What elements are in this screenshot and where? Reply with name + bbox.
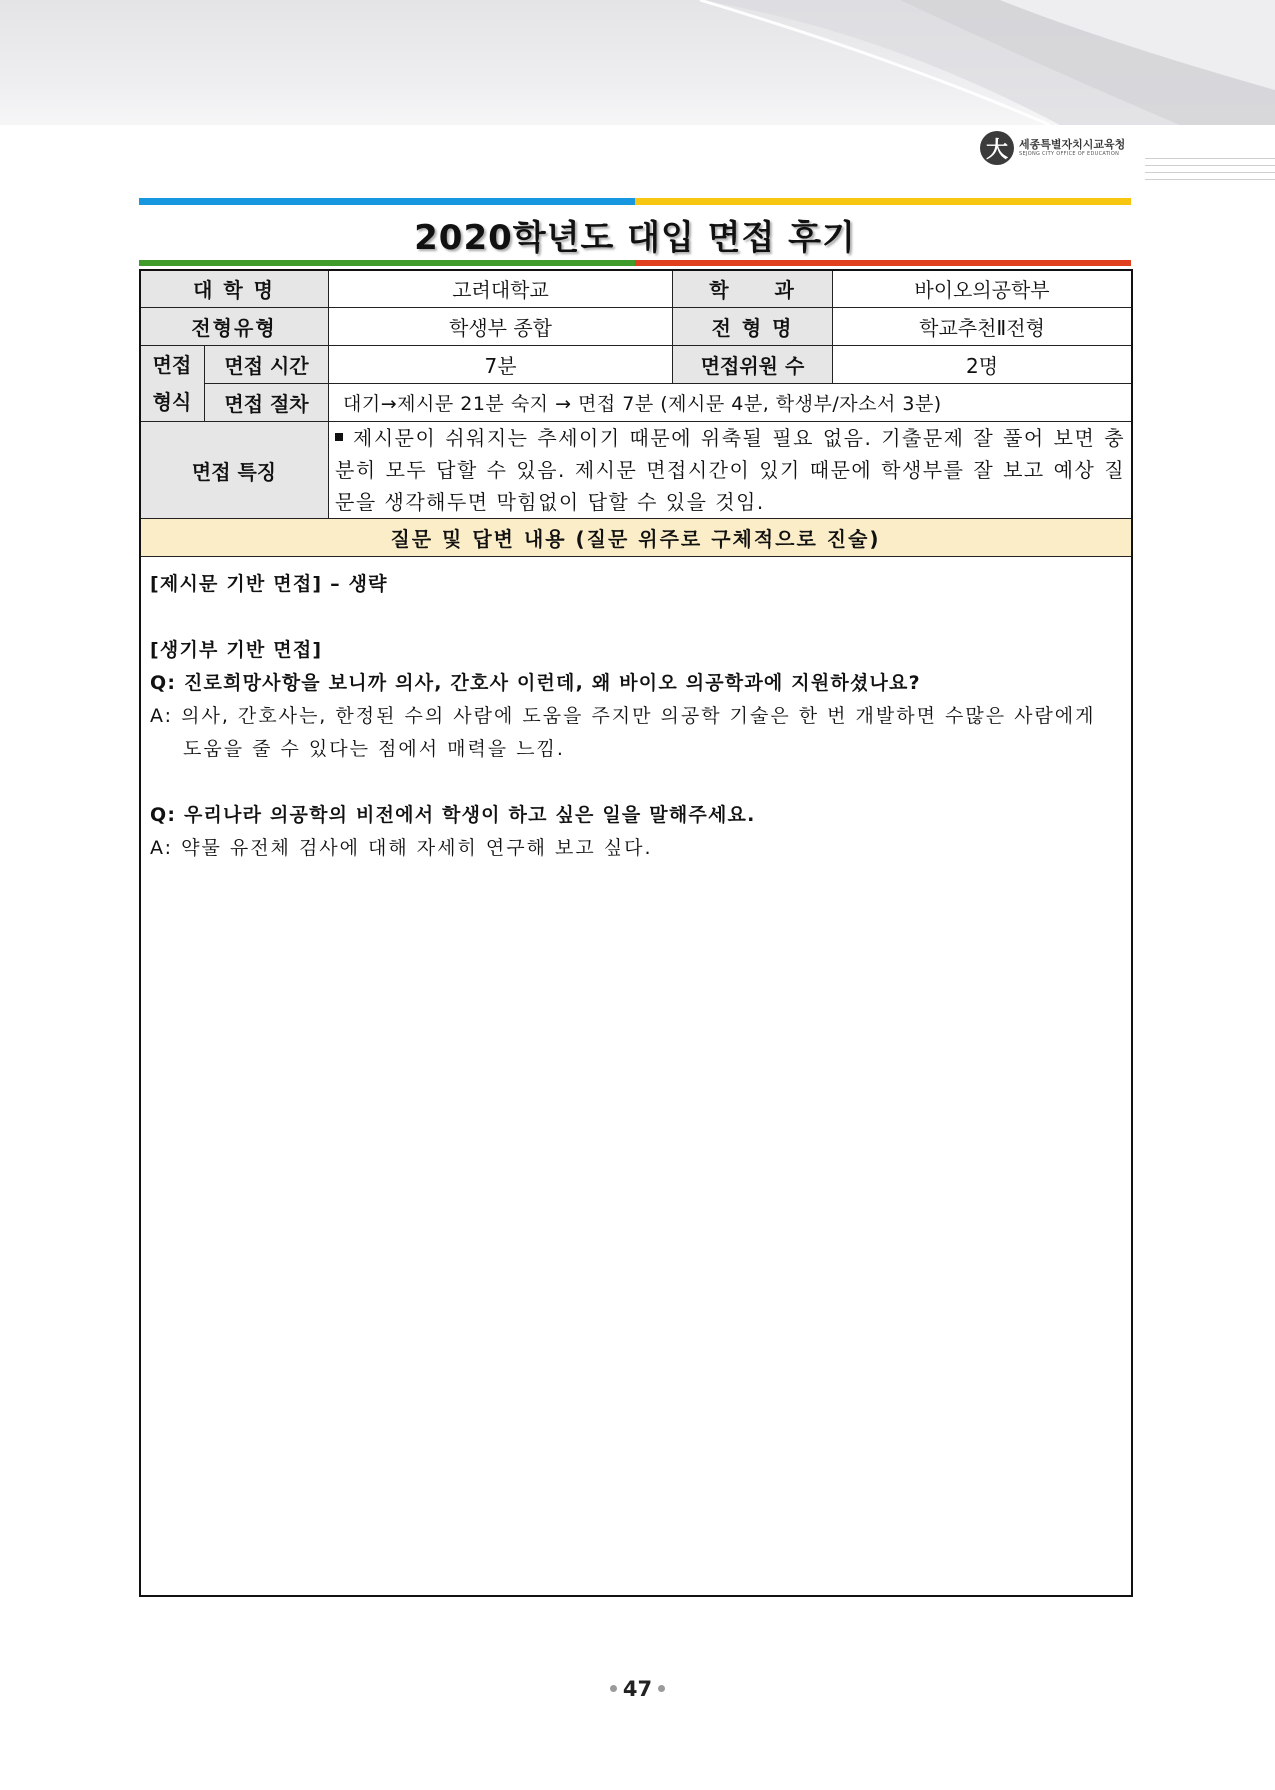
- panel-count-value: 2명: [833, 346, 1132, 384]
- interview-procedure-value: 대기→제시문 21분 숙지 → 면접 7분 (제시문 4분, 학생부/자소서 3분): [329, 384, 1132, 422]
- header-swoosh-graphic: [0, 0, 1275, 125]
- panel-count-label: 면접위원 수: [673, 346, 833, 384]
- table-row: [140, 519, 1132, 557]
- university-label: 대 학 명: [140, 270, 329, 308]
- admission-type-value: 학생부 종합: [329, 308, 673, 346]
- table-row: [140, 346, 1132, 384]
- section-heading-passage: [제시문 기반 면접] – 생략: [150, 573, 388, 595]
- table-row: [140, 384, 1132, 422]
- interview-time-value: 7분: [329, 346, 673, 384]
- decorative-lines: [1145, 158, 1275, 186]
- qa-section-header: 질문 및 답변 내용 (질문 위주로 구체적으로 진술): [140, 519, 1132, 557]
- title-under-bar: [139, 260, 1131, 266]
- logo-emblem-icon: 大: [980, 131, 1014, 165]
- page-title: 2020학년도 대입 면접 후기: [414, 218, 856, 258]
- interview-time-label: 면접 시간: [205, 346, 329, 384]
- department-label: 학 과: [673, 270, 833, 308]
- admission-name-value: 학교추천Ⅱ전형: [833, 308, 1132, 346]
- title-top-bar: [139, 198, 1131, 205]
- page-number: 47: [0, 1677, 1275, 1701]
- bullet-icon: [335, 433, 343, 441]
- table-row: [140, 308, 1132, 346]
- logo-name-english: SEJONG CITY OFFICE OF EDUCATION: [1019, 151, 1120, 157]
- question-2: Q: 우리나라 의공학의 비전에서 학생이 하고 싶은 일을 말해주세요.: [150, 804, 756, 826]
- table-row: [140, 270, 1132, 308]
- header-background: [0, 0, 1275, 125]
- admission-type-label: 전형유형: [140, 308, 329, 346]
- question-1: Q: 진로희망사항을 보니까 의사, 간호사 이런데, 왜 바이오 의공학과에 지원하셨나요?: [150, 672, 921, 694]
- university-value: 고려대학교: [329, 270, 673, 308]
- qa-content: [150, 568, 1120, 865]
- answer-2: A: 약물 유전체 검사에 대해 자세히 연구해 보고 싶다.: [150, 837, 653, 859]
- interview-feature-value: 제시문이 쉬워지는 추세이기 때문에 위축될 필요 없음. 기출문제 잘 풀어 보면 충분히 모두 답할 수 있음. 제시문 면접시간이 있기 때문에 학생부를 잘 보고 예상 질문을 생각해두면 막힘없이 답할 수 있을 것임.: [329, 422, 1132, 519]
- admission-name-label: 전 형 명: [673, 308, 833, 346]
- interview-info-table: [139, 269, 1132, 557]
- interview-feature-label: 면접 특징: [140, 422, 329, 519]
- answer-1: A: 의사, 간호사는, 한정된 수의 사람에 도움을 주지만 의공학 기술은 한 번 개발하면 수많은 사람에게 도움을 줄 수 있다는 점에서 매력을 느낌.: [150, 705, 1096, 760]
- section-heading-record: [생기부 기반 면접]: [150, 639, 323, 661]
- logo-name-korean: 세종특별자치시교육청: [1019, 138, 1126, 151]
- interview-format-label: 면접 형식: [140, 346, 205, 422]
- education-office-logo: [980, 131, 1125, 165]
- interview-procedure-label: 면접 절차: [205, 384, 329, 422]
- department-value: 바이오의공학부: [833, 270, 1132, 308]
- table-row: [140, 422, 1132, 519]
